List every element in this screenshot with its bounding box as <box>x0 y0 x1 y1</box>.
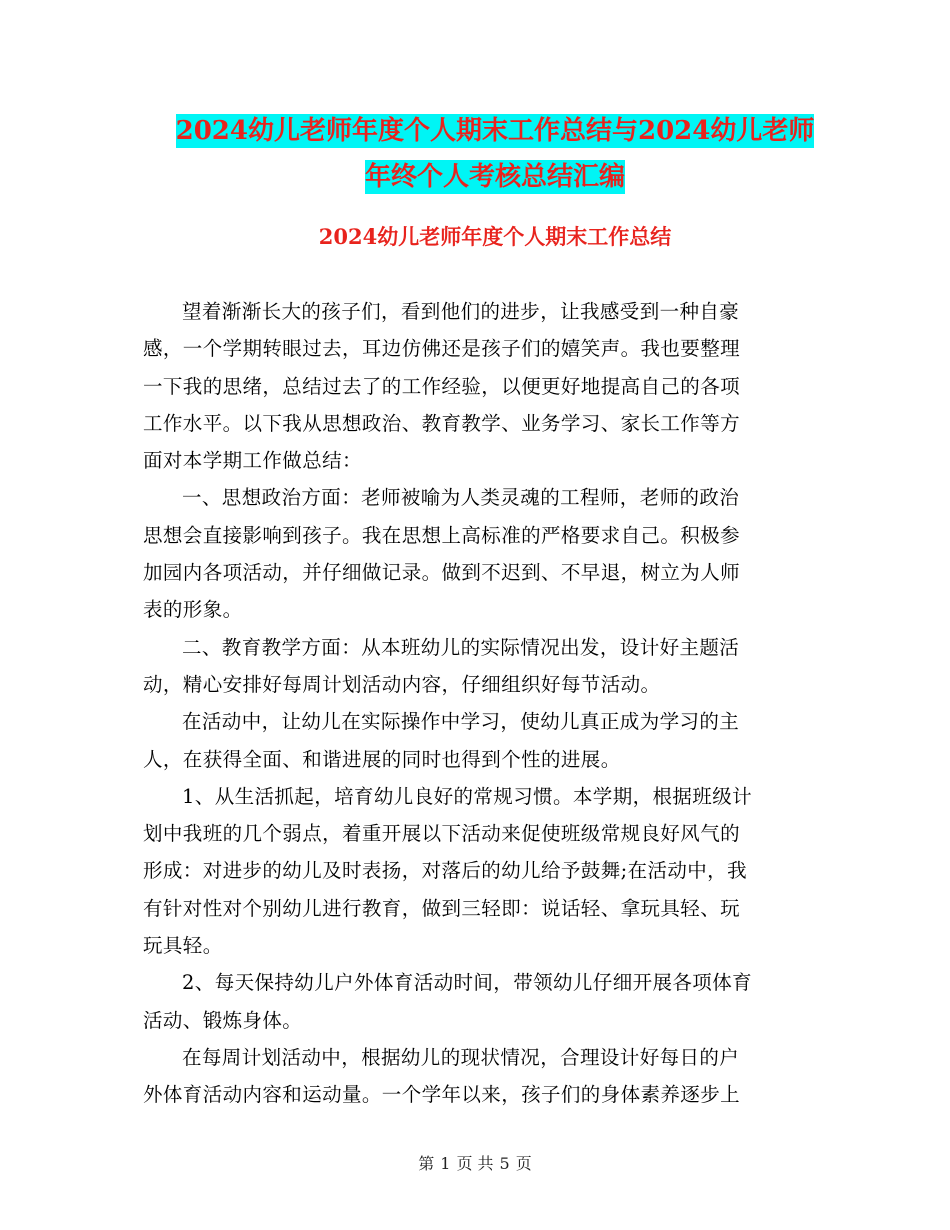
text-line: 在每周计划活动中，根据幼儿的现状情况，合理设计好每日的户 <box>182 1045 740 1069</box>
text-line: 形成：对进步的幼儿及时表扬，对落后的幼儿给予鼓舞;在活动中，我 <box>143 859 747 883</box>
footer-mid: 页 共 <box>456 1154 494 1173</box>
text-line: 感，一个学期转眼过去，耳边仿佛还是孩子们的嬉笑声。我也要整理 <box>143 337 741 361</box>
document-title-line-1: 2024幼儿老师年度个人期末工作总结与2024幼儿老师 <box>175 116 815 146</box>
page-footer <box>0 1152 950 1176</box>
text-line: 思想会直接影响到孩子。我在思想上高标准的严格要求自己。积极参 <box>143 523 741 547</box>
text-line: 动，精心安排好每周计划活动内容，仔细组织好每节活动。 <box>143 672 661 696</box>
text-line: 一、思想政治方面：老师被喻为人类灵魂的工程师，老师的政治 <box>182 486 740 510</box>
text-line: 1、从生活抓起，培育幼儿良好的常规习惯。本学期，根据班级计 <box>182 784 753 808</box>
text-line: 2、每天保持幼儿户外体育活动时间，带领幼儿仔细开展各项体育 <box>182 971 753 995</box>
text-line: 玩具轻。 <box>143 934 223 958</box>
footer-suffix: 页 <box>515 1154 532 1173</box>
section-title: 2024幼儿老师年度个人期末工作总结 <box>318 224 672 249</box>
text-line: 一下我的思绪，总结过去了的工作经验，以便更好地提高自己的各项 <box>143 374 741 398</box>
footer-page-number: 1 <box>440 1154 451 1173</box>
text-line: 加园内各项活动，并仔细做记录。做到不迟到、不早退，树立为人师 <box>143 561 741 585</box>
footer-total-pages: 5 <box>499 1154 510 1173</box>
text-line: 在活动中，让幼儿在实际操作中学习，使幼儿真正成为学习的主 <box>182 710 740 734</box>
text-line: 二、教育教学方面：从本班幼儿的实际情况出发，设计好主题活 <box>182 635 740 659</box>
text-line: 表的形象。 <box>143 598 243 622</box>
document-title-line-2: 年终个人考核总结汇编 <box>364 162 625 192</box>
document-body <box>143 293 807 1114</box>
text-line: 有针对性对个别幼儿进行教育，做到三轻即：说话轻、拿玩具轻、玩 <box>143 896 741 920</box>
text-line: 外体育活动内容和运动量。一个学年以来，孩子们的身体素养逐步上 <box>143 1083 741 1107</box>
text-line: 活动、锻炼身体。 <box>143 1008 303 1032</box>
text-line: 人，在获得全面、和谐进展的同时也得到个性的进展。 <box>143 747 621 771</box>
text-line: 望着渐渐长大的孩子们，看到他们的进步，让我感受到一种自豪 <box>182 300 740 323</box>
footer-prefix: 第 <box>418 1154 435 1173</box>
text-line: 工作水平。以下我从思想政治、教育教学、业务学习、家长工作等方 <box>143 411 741 435</box>
document-title <box>140 108 850 200</box>
text-line: 划中我班的几个弱点，着重开展以下活动来促使班级常规良好风气的 <box>143 822 741 846</box>
text-line: 面对本学期工作做总结： <box>143 449 362 473</box>
